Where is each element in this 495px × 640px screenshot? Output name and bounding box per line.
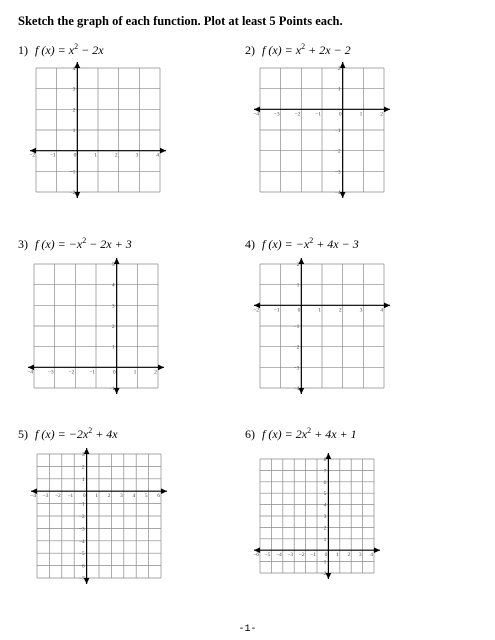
- x-tick-label: −1: [89, 369, 95, 376]
- problem-6-label: [245, 426, 357, 442]
- x-tick-label: 4: [156, 152, 159, 159]
- problem-number: 3): [18, 237, 28, 251]
- x-tick-label: 2: [107, 493, 111, 500]
- function-expression: f $(x) = -2x^2 + 4x$: [35, 426, 118, 441]
- x-tick-label: 3: [358, 552, 362, 559]
- problem-number: 4): [245, 237, 255, 251]
- x-tick-label: 5: [144, 493, 148, 500]
- y-tick-label: 4: [323, 502, 327, 509]
- x-tick-label: 2: [347, 552, 351, 559]
- y-tick-label: 4: [111, 282, 115, 289]
- x-tick-label: −2: [298, 552, 305, 559]
- x-tick-label: 2: [154, 369, 157, 376]
- y-tick-label: 1: [111, 344, 115, 351]
- function-expression: f $(x) = x^2 - 2x$: [35, 42, 104, 57]
- x-tick-label: −4: [275, 552, 282, 559]
- y-tick-label: 1: [296, 282, 300, 289]
- x-tick-label: −1: [49, 152, 56, 159]
- x-tick-label: −5: [264, 552, 271, 559]
- page-number: -1-: [238, 624, 257, 635]
- y-tick-label: 8: [323, 457, 327, 463]
- y-tick-label: 1: [337, 86, 341, 93]
- x-axis-arrow-right-icon: [384, 106, 390, 112]
- y-tick-label: 3: [323, 514, 327, 520]
- problem-number: 5): [18, 427, 28, 441]
- problem-1-label: [18, 42, 104, 58]
- x-tick-label: −4: [27, 369, 33, 376]
- x-axis-arrow-right-icon: [161, 488, 167, 494]
- coordinate-grid-2[interactable]: [252, 60, 392, 200]
- coordinate-grid-1[interactable]: [26, 60, 170, 200]
- problem-number: 2): [245, 43, 255, 57]
- y-tick-label: −3: [293, 365, 300, 372]
- y-tick-label: 6: [323, 479, 327, 486]
- coordinate-grid-6[interactable]: [252, 446, 382, 586]
- coordinate-grid-5[interactable]: [26, 446, 172, 586]
- x-tick-label: 4: [380, 307, 383, 314]
- function-expression: f $(x) = -x^2 - 2x + 3$: [35, 236, 132, 251]
- y-tick-label: −2: [320, 571, 327, 577]
- x-tick-label: 4: [132, 493, 136, 500]
- x-tick-label: 0: [324, 552, 328, 559]
- x-tick-label: −2: [294, 111, 301, 118]
- x-axis-arrow-right-icon: [158, 364, 164, 370]
- x-tick-label: 1: [94, 152, 97, 159]
- x-tick-label: 0: [73, 152, 77, 159]
- y-tick-label: −1: [108, 386, 115, 392]
- x-tick-label: −2: [54, 493, 61, 500]
- y-tick-label: 4: [72, 66, 76, 72]
- y-tick-label: 1: [323, 536, 327, 543]
- x-tick-label: −1: [310, 552, 316, 559]
- x-axis-arrow-right-icon: [374, 547, 380, 553]
- coordinate-grid-4[interactable]: [252, 256, 392, 396]
- y-tick-label: 7: [323, 468, 327, 475]
- problem-number: 1): [18, 43, 28, 57]
- y-tick-label: −2: [293, 344, 300, 351]
- y-tick-label: 3: [72, 86, 76, 93]
- y-tick-label: 1: [81, 476, 85, 483]
- x-tick-label: −1: [273, 307, 280, 314]
- x-tick-label: −3: [273, 111, 280, 118]
- y-tick-label: −1: [69, 169, 76, 176]
- y-tick-label: 2: [337, 66, 341, 72]
- x-tick-label: −3: [287, 552, 294, 559]
- x-tick-label: −1: [67, 493, 74, 500]
- x-axis-arrow-right-icon: [160, 148, 166, 154]
- x-tick-label: −6: [253, 552, 259, 559]
- x-tick-label: 0: [112, 369, 116, 376]
- y-tick-label: −4: [293, 386, 300, 392]
- x-tick-label: 6: [157, 493, 160, 500]
- y-tick-label: 2: [323, 525, 327, 532]
- problem-2-label: [245, 42, 351, 58]
- y-tick-label: 2: [81, 464, 85, 471]
- x-tick-label: 0: [338, 111, 342, 118]
- y-tick-label: −5: [78, 551, 85, 558]
- problem-number: 6): [245, 427, 255, 441]
- x-tick-label: 1: [336, 552, 339, 559]
- y-tick-label: −2: [78, 514, 85, 520]
- y-tick-label: −1: [78, 501, 85, 508]
- function-expression: f $(x) = 2x^2 + 4x + 1$: [262, 426, 357, 441]
- y-tick-label: −6: [78, 563, 85, 570]
- x-tick-label: 1: [359, 111, 363, 118]
- x-tick-label: −2: [29, 152, 35, 159]
- x-tick-label: 4: [370, 552, 373, 559]
- y-tick-label: 5: [111, 262, 115, 268]
- x-tick-label: −2: [253, 307, 259, 314]
- problem-4-label: [245, 236, 359, 252]
- y-tick-label: −1: [334, 128, 341, 134]
- x-tick-label: −3: [47, 369, 54, 376]
- x-tick-label: 2: [114, 152, 118, 159]
- y-tick-label: −4: [78, 538, 85, 545]
- x-tick-label: 2: [380, 111, 383, 118]
- x-tick-label: 1: [318, 307, 321, 314]
- y-tick-label: 5: [323, 491, 327, 498]
- x-tick-label: −1: [315, 111, 321, 118]
- x-tick-label: 3: [359, 307, 363, 314]
- y-tick-label: 3: [81, 452, 85, 458]
- x-tick-label: −4: [253, 111, 259, 118]
- x-tick-label: 2: [338, 307, 342, 314]
- x-tick-label: 0: [297, 307, 301, 314]
- y-tick-label: −4: [334, 190, 341, 196]
- x-tick-label: 3: [135, 152, 139, 159]
- x-tick-label: 1: [95, 493, 98, 500]
- y-tick-label: −1: [293, 324, 300, 330]
- y-tick-label: −1: [320, 559, 327, 566]
- coordinate-grid-3[interactable]: [26, 256, 166, 396]
- worksheet-instructions: Sketch the graph of each function. Plot at least 5 Points each.: [18, 14, 343, 28]
- y-tick-label: 1: [72, 128, 76, 134]
- problem-3-label: [18, 236, 132, 252]
- function-expression: f $(x) = -x^2 + 4x - 3$: [262, 236, 359, 251]
- y-tick-label: 2: [296, 262, 300, 268]
- y-tick-label: 2: [72, 107, 76, 114]
- y-tick-label: −2: [334, 148, 341, 155]
- x-tick-label: −4: [30, 493, 36, 500]
- y-tick-label: −3: [78, 526, 85, 533]
- y-tick-label: −3: [334, 169, 341, 176]
- y-tick-label: 3: [111, 303, 115, 310]
- x-tick-label: −3: [42, 493, 49, 500]
- y-tick-label: −2: [69, 190, 76, 196]
- problem-5-label: [18, 426, 118, 442]
- x-tick-label: 1: [133, 369, 137, 376]
- function-expression: f $(x) = x^2 + 2x - 2$: [262, 42, 351, 57]
- x-axis-arrow-right-icon: [384, 302, 390, 308]
- x-tick-label: 0: [82, 493, 86, 500]
- x-tick-label: −2: [68, 369, 75, 376]
- y-tick-label: 2: [111, 324, 115, 330]
- y-tick-label: −7: [78, 576, 85, 582]
- x-tick-label: 3: [120, 493, 123, 500]
